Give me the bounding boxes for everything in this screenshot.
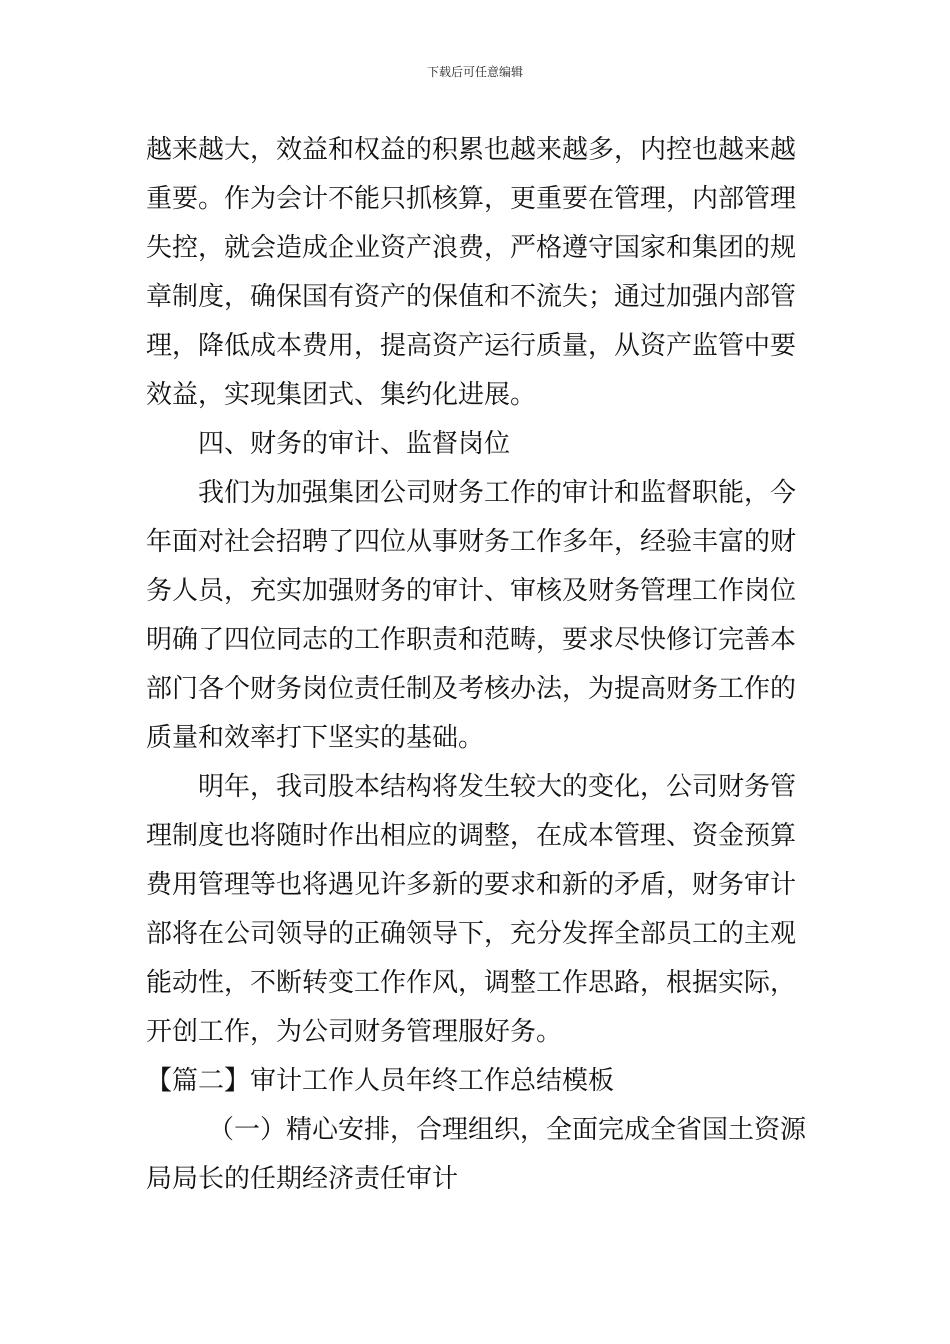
text-line: 明年，我司股本结构将发生较大的变化，公司财务管: [198, 772, 797, 802]
page-header: 下载后可任意编辑: [426, 65, 523, 79]
text-line: 明确了四位同志的工作职责和范畴，要求尽快修订完善本: [146, 625, 797, 655]
document-body: [146, 126, 810, 1204]
text-line: 失控，就会造成企业资产浪费，严格遵守国家和集团的规: [146, 233, 797, 263]
text-line: 年面对社会招聘了四位从事财务工作多年，经验丰富的财: [146, 527, 797, 557]
paragraph-audit-staffing: [146, 469, 810, 763]
text-line: 部门各个财务岗位责任制及考核办法，为提高财务工作的: [146, 674, 797, 704]
section-title-part-two: [146, 1057, 810, 1106]
text-line: 越来越大，效益和权益的积累也越来越多，内控也越来越: [146, 135, 797, 165]
paragraph-internal-control: [146, 126, 810, 420]
text-line: 理，降低成本费用，提高资产运行质量，从资产监管中要: [146, 331, 797, 361]
text-line: 理制度也将随时作出相应的调整，在成本管理、资金预算: [146, 821, 797, 851]
text-line: 我们为加强集团公司财务工作的审计和监督职能，今: [198, 478, 797, 508]
section-heading-audit-positions: [146, 420, 810, 469]
text-line: 【篇二】审计工作人员年终工作总结模板: [146, 1066, 615, 1096]
text-line: 重要。作为会计不能只抓核算，更重要在管理，内部管理: [146, 184, 797, 214]
text-line: 能动性，不断转变工作作风，调整工作思路，根据实际，: [146, 968, 797, 998]
text-line: 开创工作，为公司财务管理服好务。: [146, 1017, 563, 1047]
text-line: 四、财务的审计、监督岗位: [198, 429, 511, 459]
paragraph-next-year: [146, 763, 810, 1057]
text-line: 部将在公司领导的正确领导下，充分发挥全部员工的主观: [146, 919, 797, 949]
text-line: 质量和效率打下坚实的基础。: [146, 723, 485, 753]
text-line: （一）精心安排，合理组织，全面完成全省国土资源: [208, 1115, 807, 1145]
paragraph-audit-tenure: [146, 1106, 810, 1204]
text-line: 务人员，充实加强财务的审计、审核及财务管理工作岗位: [146, 576, 797, 606]
text-line: 局局长的任期经济责任审计: [146, 1164, 459, 1194]
text-line: 费用管理等也将遇见许多新的要求和新的矛盾，财务审计: [146, 870, 797, 900]
text-line: 章制度，确保国有资产的保值和不流失；通过加强内部管: [146, 282, 797, 312]
text-line: 效益，实现集团式、集约化进展。: [146, 380, 537, 410]
